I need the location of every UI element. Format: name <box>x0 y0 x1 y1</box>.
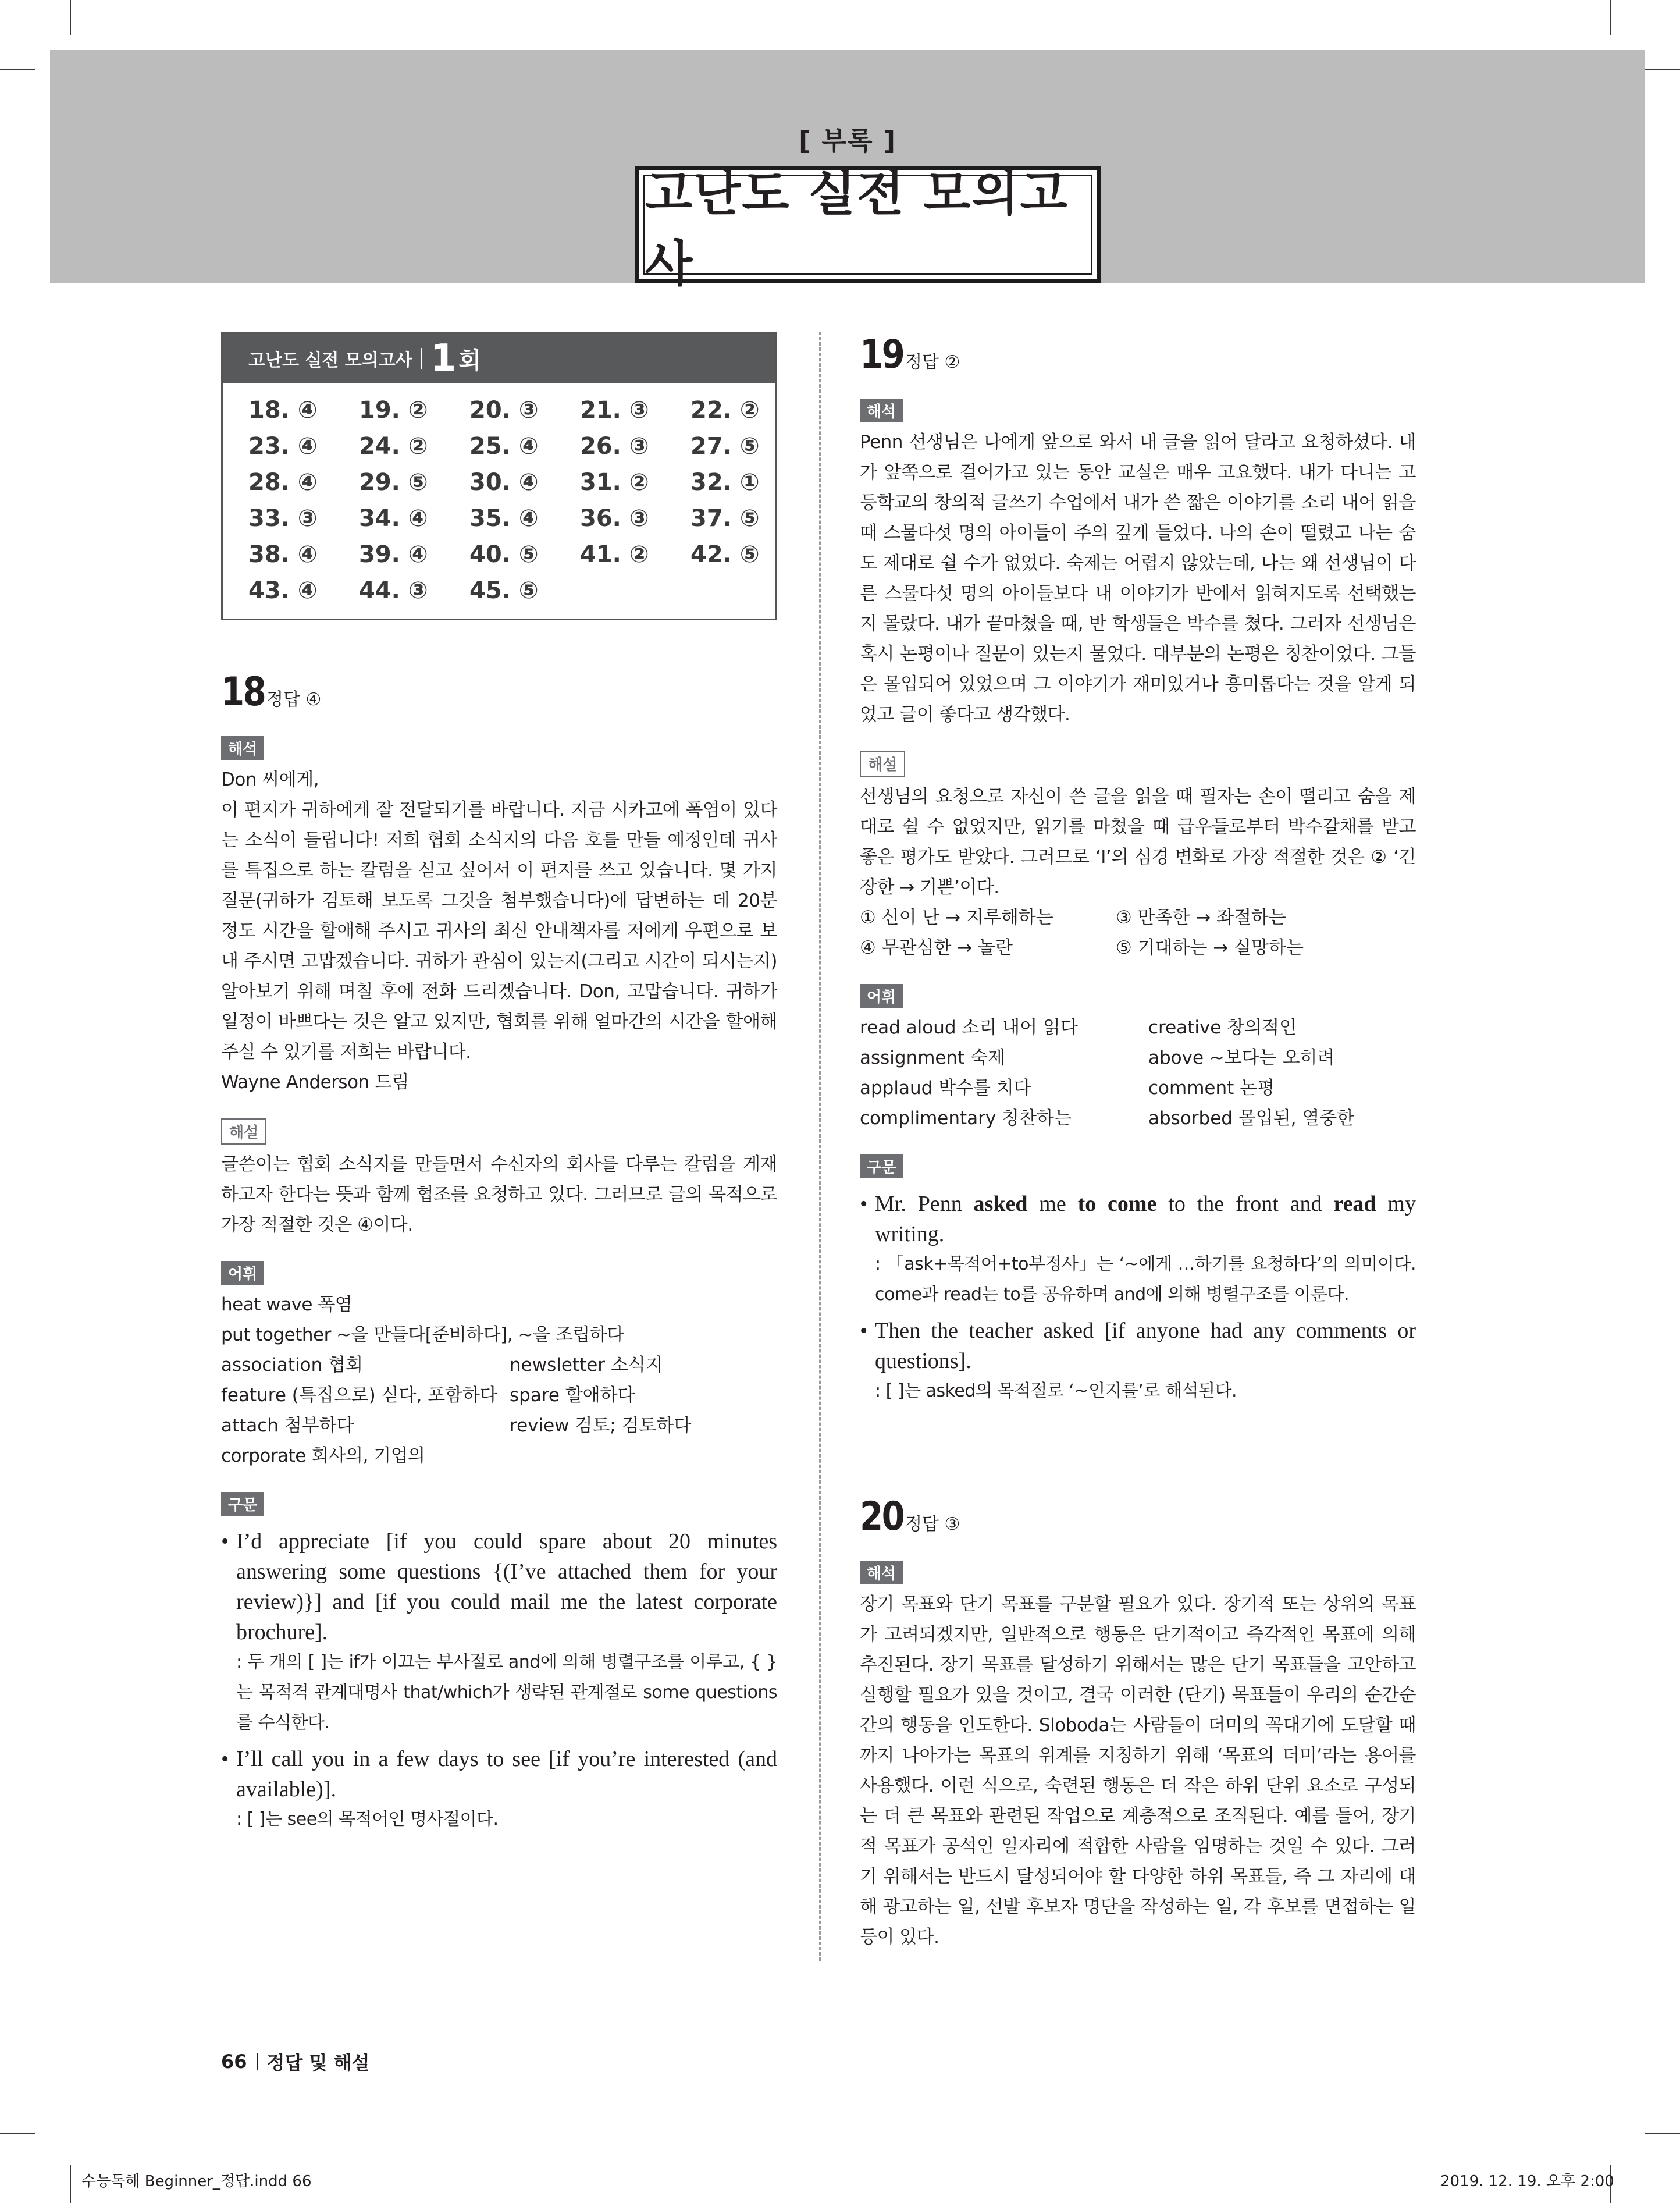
choice-list <box>860 902 1416 963</box>
footer-section: 정답 및 해설 <box>266 2052 370 2074</box>
vocab-tag: 어휘 <box>860 984 903 1008</box>
syntax-sentence: • Mr. Penn asked me to come to the front and read my writing. <box>860 1192 1416 1246</box>
answer-item: 22. ② <box>690 397 760 424</box>
question-19-header <box>860 332 1416 378</box>
vocab-item: association 협회 <box>221 1355 364 1376</box>
syntax-note: : [ ]는 see의 목적어인 명사절이다. <box>236 1809 499 1829</box>
crop-mark <box>1645 2133 1680 2134</box>
question-number: 19 <box>860 332 904 378</box>
translation-tag: 해석 <box>221 736 264 760</box>
syntax-sentence-text: Then the teacher asked [if anyone had any comments or questions]. <box>875 1319 1416 1373</box>
vocab-item: spare 할애하다 <box>510 1385 635 1406</box>
crop-mark <box>1645 69 1680 70</box>
crop-mark <box>0 2133 35 2134</box>
syntax-sentence-text: I’d appreciate [if you could spare about 20 minutes answering some questions {(I’ve attached them for your review)}] and [if you could mail me the latest corporate brochure]. <box>236 1529 777 1644</box>
header-band <box>50 50 1645 292</box>
vocab-grid <box>860 1012 1416 1134</box>
page-title: 고난도 실전 모의고사 <box>643 175 1092 275</box>
choice-item: ⑤ 기대하는 → 실망하는 <box>1116 937 1304 958</box>
answer-grid <box>223 383 775 619</box>
syntax-item <box>221 1526 777 1738</box>
translation-closing: Wayne Anderson 드림 <box>221 1072 409 1093</box>
question-answer: 정답 ④ <box>266 690 322 710</box>
answer-item: 44. ③ <box>359 577 428 604</box>
answer-item: 20. ③ <box>469 397 539 424</box>
answer-item: 25. ④ <box>469 433 539 460</box>
syntax-item <box>860 1316 1416 1406</box>
vocab-item: attach 첨부하다 <box>221 1415 354 1436</box>
answer-item: 27. ⑤ <box>690 433 760 460</box>
explanation-text: 글쓴이는 협회 소식지를 만들면서 수신자의 회사를 다루는 칼럼을 게재하고자 한다는 뜻과 함께 협조를 요청하고 있다. 그러므로 글의 목적으로 가장 적절한 것은 ④이다. <box>221 1154 777 1235</box>
test-suffix: 회 <box>458 347 481 374</box>
translation-body: 이 편지가 귀하에게 잘 전달되기를 바랍니다. 지금 시카고에 폭염이 있다는 소식이 들립니다! 저희 협회 소식지의 다음 호를 만들 예정인데 귀사를 특집으로 하는 칼럼을 싣고 싶어서 이 편지를 쓰고 있습니다. 몇 가지 질문(귀하가 검토해 보도록 그것을 첨부했습니다)에 답변하는 데 20분 정도 시간을 할애해 주시고 귀사의 최신 안내책자를 저에게 우편으로 보내 주시면 고맙겠습니다. 귀하가 관심이 있는지(그리고 시간이 되시는지) 알아보기 위해 며칠 후에 전화 드리겠습니다. Don, 고맙습니다. 귀하가 일정이 바쁘다는 것은 알고 있지만, 협회를 위해 얼마간의 시간을 할애해 주실 수 있기를 저희는 바랍니다. <box>221 800 777 1063</box>
translation-greeting: Don 씨에게, <box>221 769 319 790</box>
vocab-item: comment 논평 <box>1148 1078 1275 1099</box>
vocab-item: newsletter 소식지 <box>510 1355 663 1376</box>
page-title-box <box>635 165 1101 292</box>
answer-item: 26. ③ <box>580 433 649 460</box>
vocab-item: read aloud 소리 내어 읽다 <box>860 1017 1078 1038</box>
answer-item: 29. ⑤ <box>359 469 428 496</box>
answer-item: 40. ⑤ <box>469 541 539 568</box>
crop-mark <box>0 69 35 70</box>
vocab-tag: 어휘 <box>221 1261 264 1285</box>
crop-mark <box>1610 0 1611 35</box>
answer-item: 39. ④ <box>359 541 428 568</box>
explanation-text: 선생님의 요청으로 자신이 쓴 글을 읽을 때 필자는 손이 떨리고 숨을 제대로 쉴 수 없었지만, 읽기를 마쳤을 때 급우들로부터 박수갈채를 받고 좋은 평가도 받았다. 그러므로 ‘I’의 심경 변화로 가장 적절한 것은 ② ‘긴장한 → 기쁜’이다. <box>860 786 1416 898</box>
syntax-tag: 구문 <box>860 1154 903 1178</box>
syntax-sentence: • I’d appreciate [if you could spare about 20 minutes answering some questions {(I’ve attached them for your review)}] and [if you could mail me the latest corporate brochure]. <box>221 1529 777 1644</box>
vocab-item: corporate 회사의, 기업의 <box>221 1445 425 1466</box>
translation-body: 장기 목표와 단기 목표를 구분할 필요가 있다. 장기적 또는 상위의 목표가 고려되겠지만, 일반적으로 행동은 단기적이고 즉각적인 목표에 의해 추진된다. 장기 목표를 달성하기 위해서는 많은 단기 목표들을 고안하고 실행할 필요가 있을 것이고, 결국 이러한 (단기) 목표들이 우리의 순간순간의 행동을 인도한다. Sloboda는 사람들이 더미의 꼭대기에 도달할 때까지 나아가는 목표의 위계를 지칭하기 위해 ‘목표의 더미’라는 용어를 사용했다. 이런 식으로, 숙련된 행동은 더 작은 하위 단위 요소로 구성되는 더 큰 목표와 관련된 작업으로 계층적으로 조직된다. 예를 들어, 장기적 목표가 공석인 일자리에 적합한 사람을 임명하는 것일 수 있다. 그러기 위해서는 반드시 달성되어야 할 다양한 하위 목표들, 즉 그 자리에 대해 광고하는 일, 선발 후보자 명단을 작성하는 일, 각 후보를 면접하는 일 등이 있다. <box>860 1594 1416 1948</box>
syntax-text: to the front and <box>1156 1192 1334 1216</box>
syntax-item <box>860 1189 1416 1310</box>
answer-item: 34. ④ <box>359 505 428 532</box>
explanation-tag: 해설 <box>860 751 905 777</box>
syntax-note: : [ ]는 asked의 목적절로 ‘~인지를’로 해석된다. <box>875 1381 1237 1401</box>
answer-item: 36. ③ <box>580 505 649 532</box>
syntax-text: me <box>1027 1192 1078 1216</box>
question-answer: 정답 ② <box>905 352 960 372</box>
vocab-item: absorbed 몰입된, 열중한 <box>1148 1108 1355 1129</box>
page-number: 66 <box>221 2051 247 2073</box>
answer-item: 21. ③ <box>580 397 649 424</box>
vocab-item: applaud 박수를 치다 <box>860 1078 1031 1099</box>
syntax-sentence: • I’ll call you in a few days to see [if you’re interested (and available)]. <box>221 1747 777 1802</box>
answer-item: 43. ④ <box>248 577 318 604</box>
choice-item: ③ 만족한 → 좌절하는 <box>1116 907 1286 928</box>
page-footer <box>221 2048 369 2075</box>
vocab-grid <box>221 1350 777 1441</box>
choice-item: ④ 무관심한 → 놀란 <box>860 937 1013 958</box>
answer-item: 31. ② <box>580 469 649 496</box>
left-column <box>221 332 777 1835</box>
answer-item: 38. ④ <box>248 541 318 568</box>
column-divider <box>819 332 821 1961</box>
question-number: 18 <box>221 669 265 715</box>
question-20-header <box>860 1494 1416 1540</box>
syntax-sentence-text: I’ll call you in a few days to see [if you’re interested (and available)]. <box>236 1747 777 1802</box>
choice-item: ① 신이 난 → 지루해하는 <box>860 907 1053 928</box>
question-18-header <box>221 669 777 715</box>
vocab-item: feature (특집으로) 싣다, 포함하다 <box>221 1385 497 1406</box>
print-slug-file: 수능독해 Beginner_정답.indd 66 <box>81 2173 312 2190</box>
divider <box>421 348 422 369</box>
answer-item: 28. ④ <box>248 469 318 496</box>
answer-item: 30. ④ <box>469 469 539 496</box>
right-column <box>860 332 1416 1952</box>
syntax-emphasis: asked <box>973 1192 1028 1216</box>
test-number: 1 <box>430 337 457 380</box>
answer-item: 24. ② <box>359 433 428 460</box>
vocab-item: above ~보다는 오히려 <box>1148 1047 1335 1068</box>
answer-item: 41. ② <box>580 541 649 568</box>
explanation-tag: 해설 <box>221 1118 266 1145</box>
vocab-item: creative 창의적인 <box>1148 1017 1297 1038</box>
question-number: 20 <box>860 1494 904 1540</box>
syntax-item <box>221 1744 777 1835</box>
divider <box>257 2053 258 2070</box>
syntax-tag: 구문 <box>221 1492 264 1516</box>
syntax-emphasis: to come <box>1077 1192 1157 1216</box>
answer-item: 23. ④ <box>248 433 318 460</box>
translation-tag: 해석 <box>860 399 903 422</box>
vocab-item: put together ~을 만들다[준비하다], ~을 조립하다 <box>221 1324 624 1345</box>
answer-key-label: 고난도 실전 모의고사 <box>248 350 412 371</box>
vocab-item: review 검토; 검토하다 <box>510 1415 692 1436</box>
answer-key-box <box>221 332 777 620</box>
syntax-note: : 「ask+목적어+to부정사」는 ‘~에게 …하기를 요청하다’의 의미이다. come과 read는 to를 공유하며 and에 의해 병렬구조를 이룬다. <box>875 1254 1416 1305</box>
question-answer: 정답 ③ <box>905 1514 960 1534</box>
syntax-note: : 두 개의 [ ]는 if가 이끄는 부사절로 and에 의해 병렬구조를 이루고, { }는 목적격 관계대명사 that/which가 생략된 관계절로 some questions를 수식한다. <box>236 1652 777 1733</box>
vocab-item: assignment 숙제 <box>860 1047 1006 1068</box>
answer-item: 35. ④ <box>469 505 539 532</box>
answer-item: 33. ③ <box>248 505 318 532</box>
syntax-text: Mr. Penn <box>875 1192 974 1216</box>
syntax-text: my writing. <box>875 1192 1416 1246</box>
translation-tag: 해석 <box>860 1561 903 1584</box>
vocab-item: complimentary 칭찬하는 <box>860 1108 1072 1129</box>
crop-mark <box>70 2165 71 2203</box>
answer-item: 45. ⑤ <box>469 577 539 604</box>
syntax-sentence: • Then the teacher asked [if anyone had any comments or questions]. <box>860 1319 1416 1373</box>
translation-body: Penn 선생님은 나에게 앞으로 와서 내 글을 읽어 달라고 요청하셨다. 내가 앞쪽으로 걸어가고 있는 동안 교실은 매우 고요했다. 내가 다니는 고등학교의 창의적 글쓰기 수업에서 내가 쓴 짧은 이야기를 소리 내어 읽을 때 스물다섯 명의 아이들이 주의 깊게 들었다. 나의 손이 떨렸고 나는 숨도 제대로 쉴 수가 없었다. 숙제는 어렵지 않았는데, 나는 왜 선생님이 다른 스물다섯 명의 아이들보다 내 이야기가 반에서 읽혀지도록 선택했는지 몰랐다. 내가 끝마쳤을 때, 반 학생들은 박수를 쳤다. 그러자 선생님은 혹시 논평이나 질문이 있는지 물었다. 대부분의 논평은 칭찬이었다. 그들은 몰입되어 있었으며 그 이야기가 재미있거나 흥미롭다는 것을 알게 되었고 글이 좋다고 생각했다. <box>860 432 1416 725</box>
crop-mark <box>70 0 71 35</box>
syntax-emphasis: read <box>1333 1192 1376 1216</box>
answer-item: 19. ② <box>359 397 428 424</box>
answer-item: 18. ④ <box>248 397 318 424</box>
appendix-label: [ 부록 ] <box>799 126 896 156</box>
answer-item: 37. ⑤ <box>690 505 760 532</box>
answer-item: 32. ① <box>690 469 760 496</box>
vocab-item: heat wave 폭염 <box>221 1294 353 1315</box>
answer-key-header <box>223 333 775 383</box>
answer-item: 42. ⑤ <box>690 541 760 568</box>
print-slug-date: 2019. 12. 19. 오후 2:00 <box>1440 2173 1614 2190</box>
